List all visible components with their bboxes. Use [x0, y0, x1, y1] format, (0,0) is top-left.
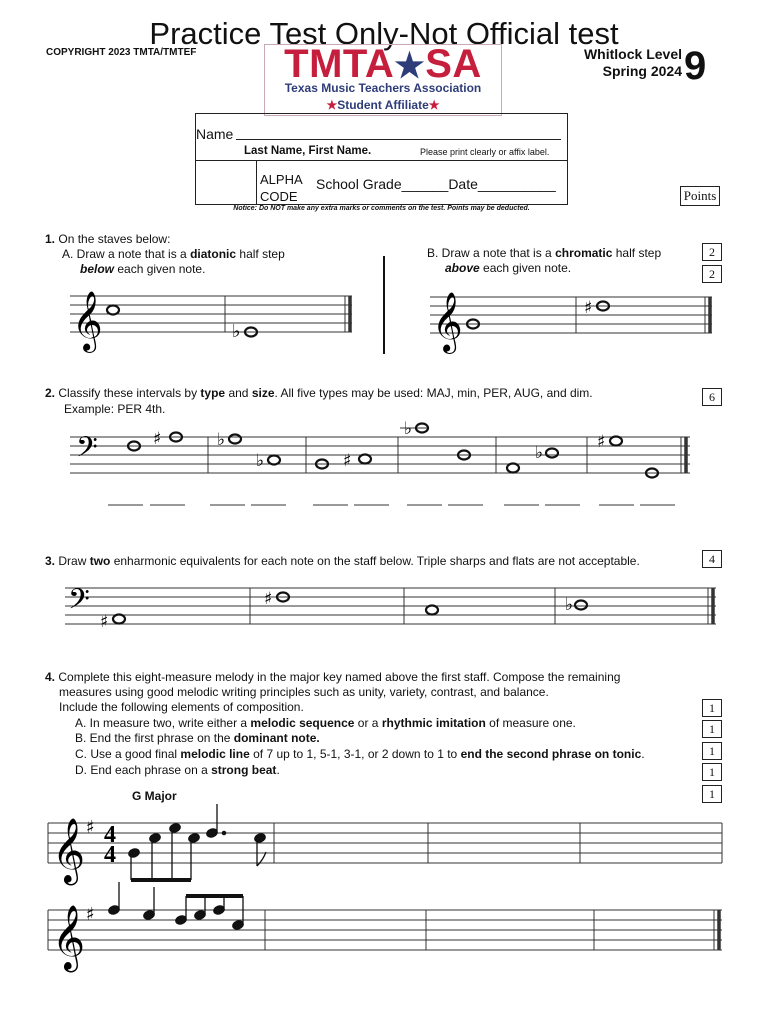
q1-intro-text: On the staves below: [58, 232, 171, 246]
q4c-mid: of 7 up to 1, 5-1, 3-1, or 2 down to 1 to [249, 747, 461, 761]
flat-icon: ♭ [565, 595, 574, 615]
key-label: G Major [132, 789, 177, 803]
q4-line1-text: Complete this eight-measure melody in the major key named above the first staff. Compose the remaining [58, 670, 621, 684]
q4a-bold-2: rhythmic imitation [381, 716, 486, 730]
flat-icon: ♭ [404, 419, 413, 439]
q4c-bold-1: melodic line [180, 747, 250, 761]
q4-staff-1 [48, 823, 722, 863]
q2-pre: Classify these intervals by [58, 386, 201, 400]
star-icon: ★ [428, 98, 440, 112]
treble-clef-icon: 𝄞 [52, 905, 86, 970]
q2-note [229, 435, 241, 444]
q4b-bold: dominant note. [233, 731, 320, 745]
q4a-post: of measure one. [485, 716, 576, 730]
q4-points-c: 1 [702, 742, 722, 760]
q1a-pre: A. Draw a note that is a [62, 247, 191, 261]
q2-size: size [251, 386, 275, 400]
q4a-pre: A. In measure two, write either a [75, 716, 251, 730]
treble-clef-icon: 𝄞 [432, 292, 463, 352]
q1b-rest: each given note. [479, 261, 572, 275]
code-label: CODE [260, 189, 298, 204]
sharp-icon: ♯ [153, 429, 162, 449]
q4d-pre: D. End each phrase on a [75, 763, 212, 777]
season: Spring 2024 [602, 63, 682, 79]
sharp-icon: ♯ [264, 589, 273, 609]
q3-note-4 [575, 601, 587, 610]
notice: Notice: Do NOT make any extra marks or comments on the test. Points may be deducted. [233, 205, 530, 212]
q2-points: 6 [702, 388, 722, 406]
q1b-pre: B. Draw a note that is a [427, 246, 556, 260]
q4c-post: . [641, 747, 645, 761]
bass-clef-icon: 𝄢 [76, 431, 98, 471]
q4-number: 4. [45, 670, 56, 684]
q4b-pre: B. End the first phrase on the [75, 731, 234, 745]
copyright: COPYRIGHT 2023 TMTA/TMTEF [46, 47, 197, 58]
logo-affiliate-text: Student Affiliate [337, 98, 429, 112]
q4-line3: Include the following elements of composition. [59, 700, 304, 714]
print-note: Please print clearly or affix label. [420, 147, 550, 157]
time-signature-top: 4 [104, 822, 116, 848]
q1a-points: 2 [702, 243, 722, 261]
points-header: Points [680, 186, 720, 206]
q2-note [359, 455, 371, 464]
q4c-bold-2: end the second phrase on tonic [460, 747, 642, 761]
level-name: Whitlock Level [583, 46, 682, 62]
q4d-post: . [276, 763, 280, 777]
star-icon: ★ [394, 47, 426, 85]
sharp-icon: ♯ [597, 432, 606, 452]
sharp-icon: ♯ [584, 298, 593, 318]
last-first-label: Last Name, First Name. [244, 145, 372, 157]
logo-wordmark-right: SA [425, 42, 482, 86]
logo-subtitle: Texas Music Teachers Association [284, 81, 482, 95]
level-number: 9 [684, 44, 707, 88]
q2-number: 2. [45, 386, 56, 400]
q4-points-e: 1 [702, 785, 722, 803]
q1b-points: 2 [702, 265, 722, 283]
q3-staff [65, 588, 716, 624]
q1a-bold: diatonic [190, 247, 237, 261]
q4a-mid: or a [354, 716, 382, 730]
logo-wordmark-left: TMTA [284, 42, 395, 86]
star-icon: ★ [326, 98, 338, 112]
q3-note-3 [426, 606, 438, 615]
practice-banner: Practice Test Only-Not Official test [149, 16, 619, 51]
school-grade-date[interactable]: School Grade______Date__________ [316, 176, 556, 192]
name-label: Name [196, 126, 234, 142]
q1b-above: above [445, 261, 480, 275]
q2-note [268, 456, 280, 465]
q3-post: enharmonic equivalents for each note on the staff below. Triple sharps and flats are not acceptable. [110, 554, 640, 568]
bass-clef-icon: 𝄢 [68, 583, 90, 623]
q1a-post: half step [236, 247, 285, 261]
sharp-icon: ♯ [343, 451, 352, 471]
q4-line2: measures using good melodic writing principles such as unity, variety, contrast, and balance. [59, 685, 549, 699]
q1a-note-1 [107, 306, 119, 315]
q1-number: 1. [45, 232, 56, 246]
q3-number: 3. [45, 554, 56, 568]
flat-icon: ♭ [232, 321, 241, 342]
q3-pre: Draw [58, 554, 90, 568]
q4-melody-m5 [107, 882, 244, 931]
q4-points-d: 1 [702, 763, 722, 781]
q4d-bold: strong beat [211, 763, 277, 777]
sharp-icon: ♯ [100, 612, 109, 632]
sharp-icon: ♯ [86, 904, 95, 925]
q3-points: 4 [702, 550, 722, 568]
flat-icon: ♭ [256, 451, 265, 471]
q3-two: two [89, 554, 111, 568]
sharp-icon: ♯ [86, 817, 95, 838]
q2-note [507, 464, 519, 473]
time-signature-bottom: 4 [104, 842, 116, 868]
alpha-label: ALPHA [260, 172, 303, 187]
flat-icon: ♭ [217, 430, 226, 450]
q4-points-a: 1 [702, 699, 722, 717]
q4a-bold-1: melodic sequence [250, 716, 355, 730]
q2-note [610, 437, 622, 446]
q2-and: and [225, 386, 252, 400]
q1a-rest: each given note. [114, 262, 206, 276]
treble-clef-icon: 𝄞 [52, 818, 86, 883]
q1a-below: below [80, 262, 115, 276]
q1b-bold: chromatic [555, 246, 613, 260]
q2-post: . All five types may be used: MAJ, min, PER, AUG, and dim. [274, 386, 593, 400]
q4-melody-m1 [127, 804, 266, 880]
flat-icon: ♭ [535, 443, 544, 463]
q2-note [546, 449, 558, 458]
q2-example: Example: PER 4th. [64, 402, 166, 416]
q4c-pre: C. Use a good final [75, 747, 181, 761]
q2-type: type [200, 386, 226, 400]
treble-clef-icon: 𝄞 [72, 291, 103, 351]
q1b-post: half step [612, 246, 662, 260]
q4-points-b: 1 [702, 720, 722, 738]
